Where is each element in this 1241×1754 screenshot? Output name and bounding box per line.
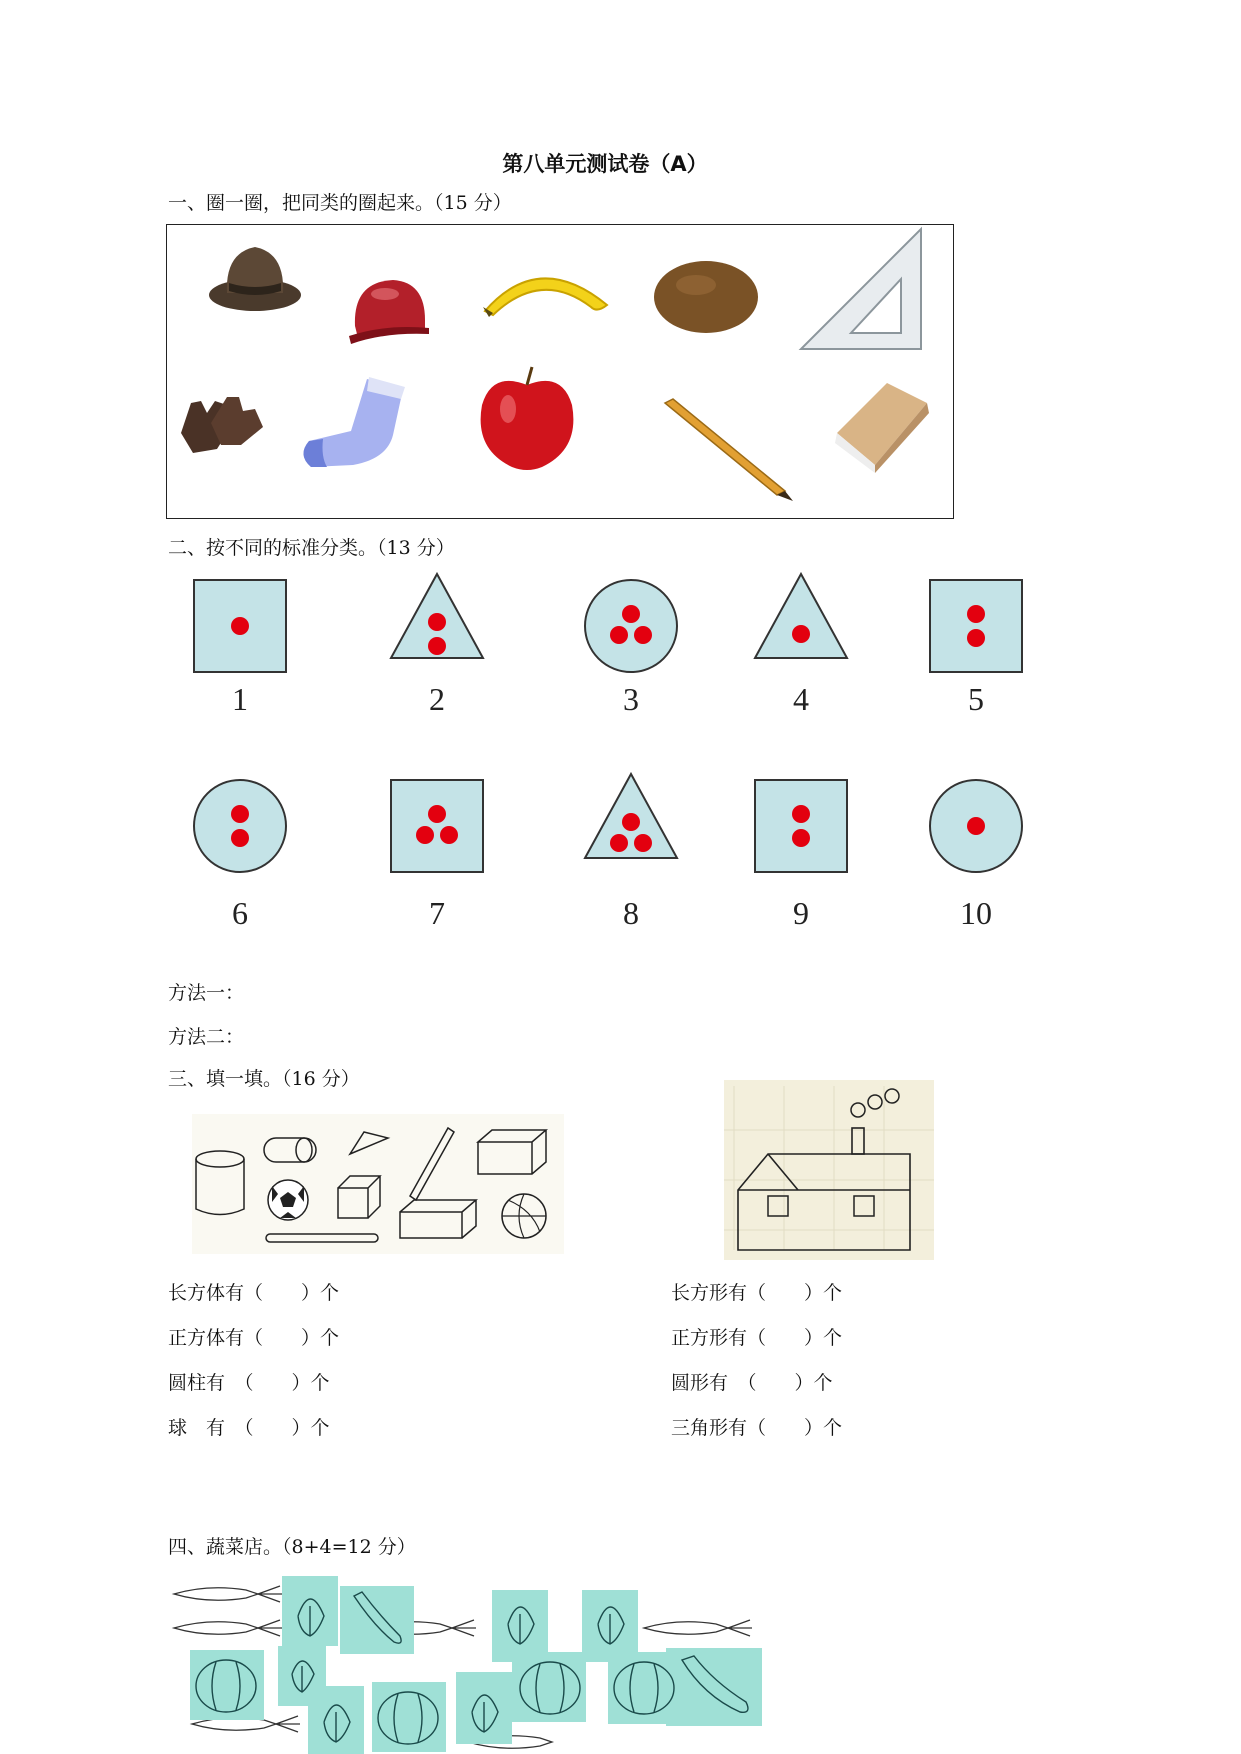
red-dot (634, 834, 652, 852)
shape-1 (194, 580, 286, 717)
shape-3 (585, 580, 677, 717)
red-dot (428, 805, 446, 823)
helmet-picture (345, 270, 435, 350)
house-picture (724, 1080, 934, 1260)
shape-7 (391, 780, 483, 931)
shape-6 (194, 780, 286, 931)
fill-rectangle: 长方形有（ ）个 (671, 1282, 843, 1304)
fill-triangle: 三角形有（ ）个 (671, 1417, 843, 1439)
page-title: 第八单元测试卷（A） (502, 152, 708, 176)
method-1-label: 方法一： (168, 982, 245, 1004)
fill-cuboid: 长方体有（ ）个 (168, 1282, 340, 1304)
triangle-outline (755, 574, 847, 658)
question-1-picture-frame (166, 224, 954, 519)
pencil-picture (659, 395, 799, 505)
red-dot (792, 805, 810, 823)
question-2-heading: 二、按不同的标准分类。（13 分） (168, 537, 455, 559)
shape-number-label: 3 (623, 681, 639, 717)
apple-picture (472, 365, 582, 475)
fill-square: 正方形有（ ）个 (671, 1327, 843, 1349)
shape-9 (755, 780, 847, 931)
shape-2 (391, 574, 483, 717)
shape-number-label: 9 (793, 895, 809, 931)
red-dot (622, 813, 640, 831)
shape-8 (585, 774, 677, 931)
solids-picture (192, 1114, 564, 1254)
method-2-label: 方法二： (168, 1026, 245, 1048)
circle-outline (194, 780, 286, 872)
red-dot (634, 626, 652, 644)
red-dot (792, 829, 810, 847)
red-dot (231, 805, 249, 823)
red-dot (610, 626, 628, 644)
gloves-picture (171, 383, 271, 463)
shape-number-label: 7 (429, 895, 445, 931)
red-dot (428, 637, 446, 655)
shape-4 (755, 574, 847, 717)
shape-number-label: 6 (232, 895, 248, 931)
fill-cylinder: 圆柱有 （ ）个 (168, 1372, 330, 1394)
shape-classification-grid (0, 560, 1241, 950)
sock-picture (297, 375, 417, 475)
banana-picture (479, 255, 619, 325)
red-dot (967, 629, 985, 647)
shape-number-label: 1 (232, 681, 248, 717)
shape-number-label: 5 (968, 681, 984, 717)
square-outline (755, 780, 847, 872)
red-dot (967, 817, 985, 835)
square-outline (930, 580, 1022, 672)
shape-5 (930, 580, 1022, 717)
red-dot (231, 829, 249, 847)
red-dot (622, 605, 640, 623)
red-dot (792, 625, 810, 643)
square-outline (391, 780, 483, 872)
eraser-picture (827, 373, 937, 483)
red-dot (428, 613, 446, 631)
circle-outline (585, 580, 677, 672)
question-4-heading: 四、蔬菜店。（8+4=12 分） (168, 1536, 416, 1558)
red-dot (231, 617, 249, 635)
shape-number-label: 10 (960, 895, 992, 931)
shape-number-label: 2 (429, 681, 445, 717)
red-dot (416, 826, 434, 844)
vegetable-shop-picture (168, 1576, 768, 1754)
question-3-heading: 三、填一填。（16 分） (168, 1068, 360, 1090)
shape-number-label: 4 (793, 681, 809, 717)
fill-sphere: 球 有 （ ）个 (168, 1417, 330, 1439)
red-dot (610, 834, 628, 852)
hat-picture (205, 233, 305, 323)
kiwi-picture (651, 255, 761, 340)
question-1-heading: 一、圈一圈，把同类的圈起来。（15 分） (168, 192, 512, 214)
shape-10 (930, 780, 1022, 931)
red-dot (440, 826, 458, 844)
fill-cube: 正方体有（ ）个 (168, 1327, 340, 1349)
set-square-picture (797, 225, 927, 355)
fill-circle: 圆形有 （ ）个 (671, 1372, 833, 1394)
shape-number-label: 8 (623, 895, 639, 931)
red-dot (967, 605, 985, 623)
